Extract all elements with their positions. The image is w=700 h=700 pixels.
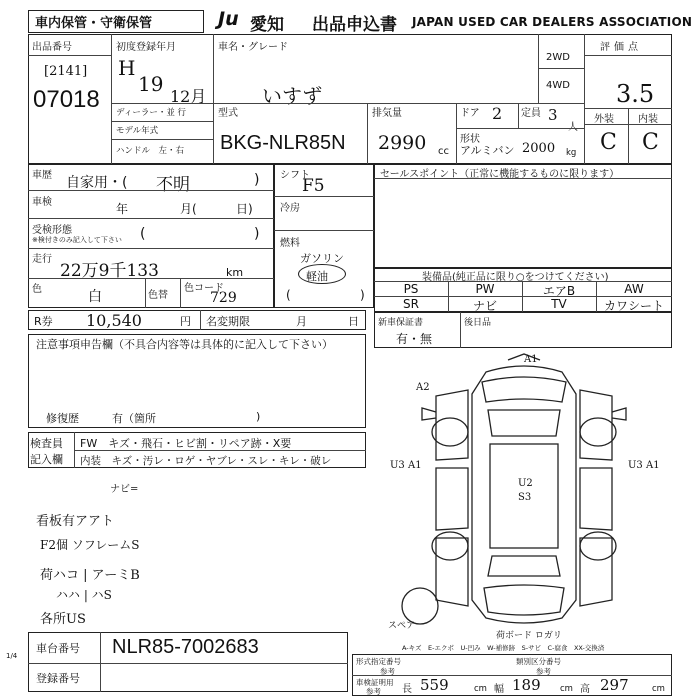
equip-leather-seat: カワシート [603,299,664,313]
repair-history-label: 修復歴 [46,412,79,425]
inspector-entry-label: 記入欄 [30,453,63,466]
equip-airbag: エアB [542,284,576,298]
fuel-gasoline: ガソリン [300,252,344,265]
hand-note-3: F2個 ソフレームS [40,538,140,552]
inspection-day: 日) [236,202,253,216]
recycle-unit: 円 [180,315,191,328]
model-cert-ref: 参考 [380,667,395,676]
usage-value-handwritten: 不明 [156,175,190,195]
repair-history-close: ) [256,410,261,423]
warranty-label: 新車保証書 [378,318,424,328]
capacity-value: 3 [548,106,558,124]
cert-label: 車検証明用 [356,678,394,687]
name-change-month: 月 [296,315,307,328]
lot-sub-number: [2141] [44,64,88,79]
fuel-label: 燃料 [280,238,300,249]
width-label: 幅 [494,684,504,695]
warranty-value: 有・無 [396,332,433,346]
inspector-fw-text: FW キズ・飛石・ヒビ割・リペア跡・X要 [80,437,292,450]
evaluation-label: 評価点 [600,42,642,53]
width-value: 189 [512,676,541,694]
received-label: 受検形態 [32,225,72,236]
equip-ps: PS [403,282,419,296]
height-label: 高 [580,684,590,695]
hand-note-1: ナビ= [110,484,139,495]
region-title: 愛知 [250,15,284,35]
class-label: 類別区分番号 [516,657,561,666]
first-reg-label: 初度登録年月 [116,42,176,53]
shift-value: F5 [302,176,325,196]
spare-label: スペア [388,621,416,631]
received-close: ) [254,226,260,242]
mark-roof-u2: U2 [518,478,533,489]
storage-tag: 車内保管・守衛保管 [28,10,204,33]
hand-note-2: 看板有アアト [36,514,115,529]
cc-unit: cc [438,146,449,157]
interior-grade: C [642,130,659,155]
evaluation-score: 3.5 [616,80,655,108]
chassis-label: 車台番号 [36,642,80,655]
doors-label: ドア [460,108,480,119]
color-code-value: 729 [210,290,237,306]
mileage-label: 走行 [32,254,52,265]
margin-mark: 1/4 [6,652,18,660]
reg-year: 19 [138,72,164,96]
vehicle-damage-diagram [376,350,672,650]
color-label: 色 [32,284,42,295]
hand-note-6: 各所US [40,612,86,627]
load-unit: kg [566,148,577,158]
shape-value: アルミバン [460,144,515,157]
inspection-label: 車検 [32,197,52,208]
notes-label: 注意事項申告欄（不具合内容等は具体的に記入して下さい） [36,338,333,351]
reg-era: H [118,56,136,80]
hand-note-4: 荷ハコ | アーミB [40,568,140,583]
vehicle-name: いすず [262,84,323,108]
doors-value: 2 [492,104,503,123]
mark-left-side: U3 A1 [390,460,422,471]
model-label: 型式 [218,108,238,119]
damage-legend: A-キズ E-エクボ U-凹み W-補修跡 S-サビ C-腐食 XX-交換済 [402,644,605,652]
usage-close: ) [254,172,260,188]
lot-label: 出品番号 [32,42,72,53]
equip-pw: PW [475,282,495,296]
width-unit: cm [560,684,573,694]
model-cert-label: 形式指定番号 [356,657,401,666]
inspection-year: 年 [116,202,129,216]
fuel-diesel: 軽油 [306,270,328,283]
length-label: 長 [402,684,412,695]
drive-2wd: 2WD [546,52,570,63]
recycle-frame [28,310,366,330]
height-value: 297 [600,676,629,694]
equip-aw: AW [624,282,644,296]
length-value: 559 [420,676,449,694]
form-title: 出品申込書 [312,15,397,35]
received-note: ※検付きのみ記入して下さい [32,236,122,244]
fuel-circled-mark [298,264,346,284]
usage-value: 自家用・( [66,175,128,191]
recycle-value: 10,540 [86,311,142,330]
name-change-label: 名変期限 [206,315,250,328]
length-unit: cm [474,684,487,694]
vehicle-name-label: 車名・グレード [218,42,288,53]
ju-logo: Ju [218,8,239,30]
chassis-number: NLR85-7002683 [112,636,259,658]
capacity-label: 定員 [521,108,541,119]
height-unit: cm [652,684,665,694]
model-code: BKG-NLR85N [220,132,346,154]
inspection-month: 月( [180,202,197,216]
mileage-unit: km [226,266,244,279]
registration-number-label: 登録番号 [36,672,80,685]
lot-number: 07018 [33,86,100,113]
received-open: ( [140,226,146,242]
mark-roof-s3: S3 [518,492,532,503]
handle-label: ハンドル 左・右 [116,146,185,156]
color-value: 白 [88,289,102,305]
equip-tv: TV [551,297,567,311]
hand-note-5: ハハ | ハS [56,588,112,602]
ac-label: 冷房 [280,203,300,214]
name-change-day: 日 [348,315,359,328]
color-code-label: 色コード [184,283,224,294]
cert-ref: 参考 [366,687,381,696]
inspector-interior-text: 内装 キズ・汚レ・ロゲ・ヤブレ・スレ・キレ・破レ [80,455,332,467]
equip-sr: SR [403,297,419,311]
sales-point-label: セールスポイント（正常に機能するものに限ります） [380,169,620,180]
load-value: 2000 [522,141,556,156]
color-swap-label: 色替 [148,290,168,301]
interior-label: 内装 [638,114,658,125]
mark-front-a1: A1 [524,354,538,365]
association-name: JAPAN USED CAR DEALERS ASSOCIATION [412,15,693,29]
displacement-label: 排気量 [372,108,402,119]
mark-left-a2: A2 [416,382,430,393]
diagram-hand-annotation: 荷ボード ロガリ [496,631,562,641]
model-year-label: モデル年式 [116,126,159,136]
dealer-label: ディーラー・並 行 [116,108,187,118]
equip-navi: ナビ [472,299,497,313]
reg-month: 12月 [170,87,207,106]
shift-label: シフト [280,170,310,181]
exterior-label: 外装 [594,114,614,125]
fuel-close: ) [360,288,365,302]
usage-label: 車歴 [32,170,52,181]
mileage-value: 22万9千133 [60,261,159,281]
equipment-title: 装備品(純正品に限り○をつけてください) [422,272,609,283]
shape-label: 形状 [460,134,480,145]
capacity-unit: 人 [568,122,578,133]
class-ref: 参考 [536,667,551,676]
exterior-grade: C [600,130,617,155]
later-item-label: 後日品 [464,318,492,328]
repair-history-value: 有（箇所 [112,412,156,425]
drive-4wd: 4WD [546,80,570,91]
displacement-value: 2990 [378,132,427,154]
recycle-label: R券 [34,315,53,328]
fuel-open: ( [286,288,291,302]
mark-right-side: U3 A1 [628,460,660,471]
inspector-label: 検査員 [30,437,63,450]
